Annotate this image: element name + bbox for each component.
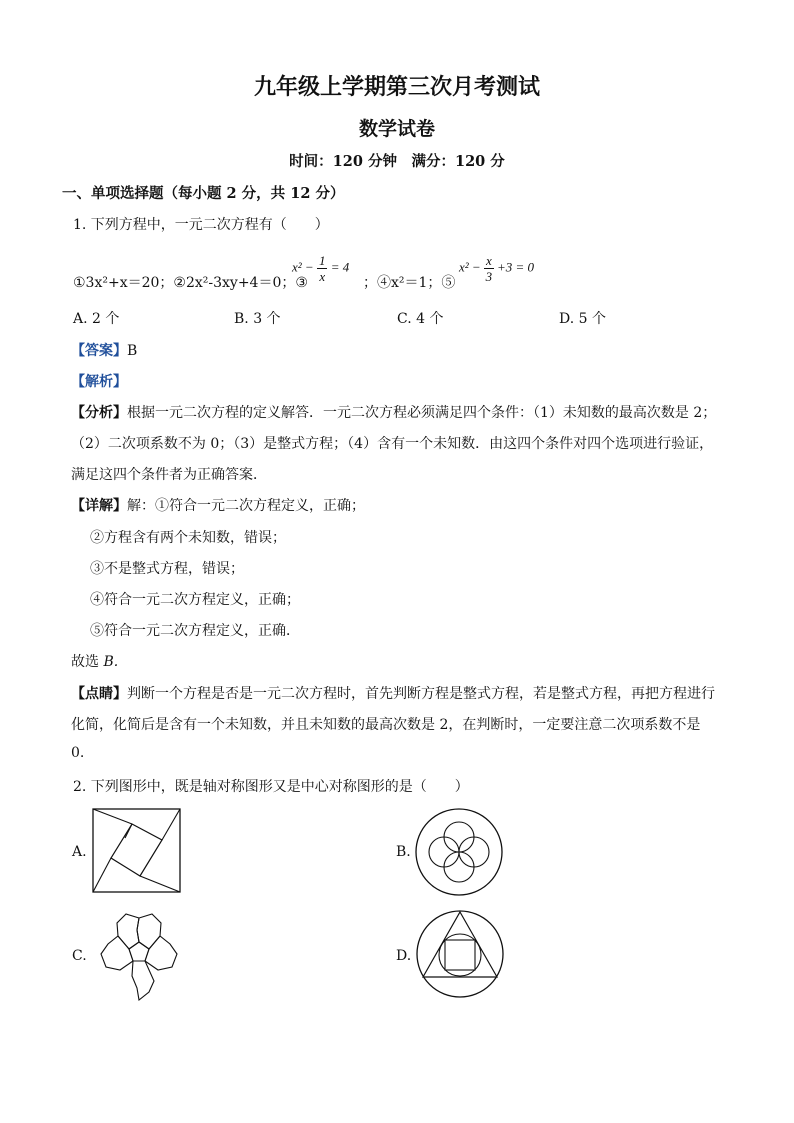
- figure-d-circle-triangle: [415, 907, 505, 999]
- fenxi-text-1: 根据一元二次方程的定义解答．一元二次方程必须满足四个条件：（1）未知数的最高次数是 2；: [127, 405, 717, 421]
- xiangjie-line-2: ②方程含有两个未知数，错误；: [90, 530, 286, 546]
- conclusion-prefix: 故选: [71, 654, 104, 670]
- analysis-tag-text: 【解析】: [71, 374, 127, 390]
- xiangjie-line-1: [71, 495, 365, 515]
- fenxi-line-3: 满足这四个条件者为正确答案．: [71, 467, 267, 483]
- xiangjie-line-3: ③不是整式方程，错误；: [90, 561, 244, 577]
- q1-equations-part2: ；④x²＝1；⑤: [363, 275, 456, 291]
- dianjing-text-1: 判断一个方程是否是一元二次方程时，首先判断方程是整式方程，若是整式方程，再把方程进行: [127, 686, 715, 702]
- fenxi-line-1: [71, 402, 716, 422]
- answer-line: [71, 340, 137, 360]
- q2-label-d: D.: [396, 948, 412, 964]
- eq3-fraction: [317, 253, 328, 284]
- time-info: 时间：120 分钟 满分：120 分: [289, 153, 505, 170]
- page-subtitle: 数学试卷: [358, 118, 435, 140]
- eq3-rhs: = 4: [330, 259, 350, 275]
- q1-equation-3: [292, 253, 349, 284]
- figure-a-pinwheel: [92, 808, 182, 894]
- dianjing-line-2: 化简，化简后是含有一个未知数，并且未知数的最高次数是 2，在判断时，一定要注意二次项系数不是: [71, 717, 701, 733]
- q1-equations-part1: ①3x²+x＝20；②2x²-3xy+4＝0；③: [73, 275, 308, 291]
- page-title: 九年级上学期第三次月考测试: [253, 74, 540, 100]
- dianjing-tag: 【点睛】: [71, 686, 127, 702]
- xiangjie-line-5: ⑤符合一元二次方程定义，正确．: [90, 623, 300, 639]
- q2-label-a: A.: [72, 844, 87, 860]
- answer-tag: 【答案】: [71, 343, 127, 359]
- section-heading: 一、单项选择题（每小题 2 分，共 12 分）: [62, 185, 345, 202]
- q2-stem: 2. 下列图形中，既是轴对称图形又是中心对称图形的是（ ）: [73, 779, 469, 795]
- eq5-fraction: [484, 253, 494, 284]
- dianjing-line-1: [71, 683, 715, 703]
- eq5-denominator: 3: [485, 269, 493, 284]
- q1-option-c: C. 4 个: [397, 311, 444, 327]
- eq5-lhs: x² −: [459, 259, 481, 275]
- eq3-denominator: x: [319, 269, 326, 284]
- q1-option-a: A. 2 个: [73, 311, 120, 327]
- q1-equation-5: [459, 253, 534, 284]
- analysis-tag: [71, 371, 127, 391]
- eq3-lhs: x² −: [292, 259, 314, 275]
- xiangjie-tag: 【详解】: [71, 498, 127, 514]
- conclusion: [71, 651, 118, 671]
- xiangjie-line-4: ④符合一元二次方程定义，正确；: [90, 592, 300, 608]
- q2-label-b: B.: [396, 844, 411, 860]
- eq3-numerator: 1: [318, 253, 326, 268]
- q1-stem: 1. 下列方程中，一元二次方程有（ ）: [73, 217, 329, 233]
- q2-label-c: C.: [72, 948, 87, 964]
- fenxi-line-2: （2）二次项系数不为 0；（3）是整式方程；（4）含有一个未知数．由这四个条件对四个选项进行验证，: [71, 436, 714, 452]
- answer-value: B: [127, 343, 138, 359]
- eq5-rhs: +3 = 0: [496, 259, 535, 275]
- figure-b-circles: [414, 807, 504, 897]
- conclusion-choice: B.: [103, 654, 119, 670]
- figure-c-pentagons: [92, 910, 186, 1002]
- eq5-numerator: x: [485, 253, 492, 268]
- q1-option-b: B. 3 个: [234, 311, 281, 327]
- dianjing-line-3: 0.: [71, 745, 85, 761]
- q1-option-d: D. 5 个: [559, 311, 606, 327]
- xiangjie-text-1: 解：①符合一元二次方程定义，正确；: [127, 498, 365, 514]
- fenxi-tag: 【分析】: [71, 405, 127, 421]
